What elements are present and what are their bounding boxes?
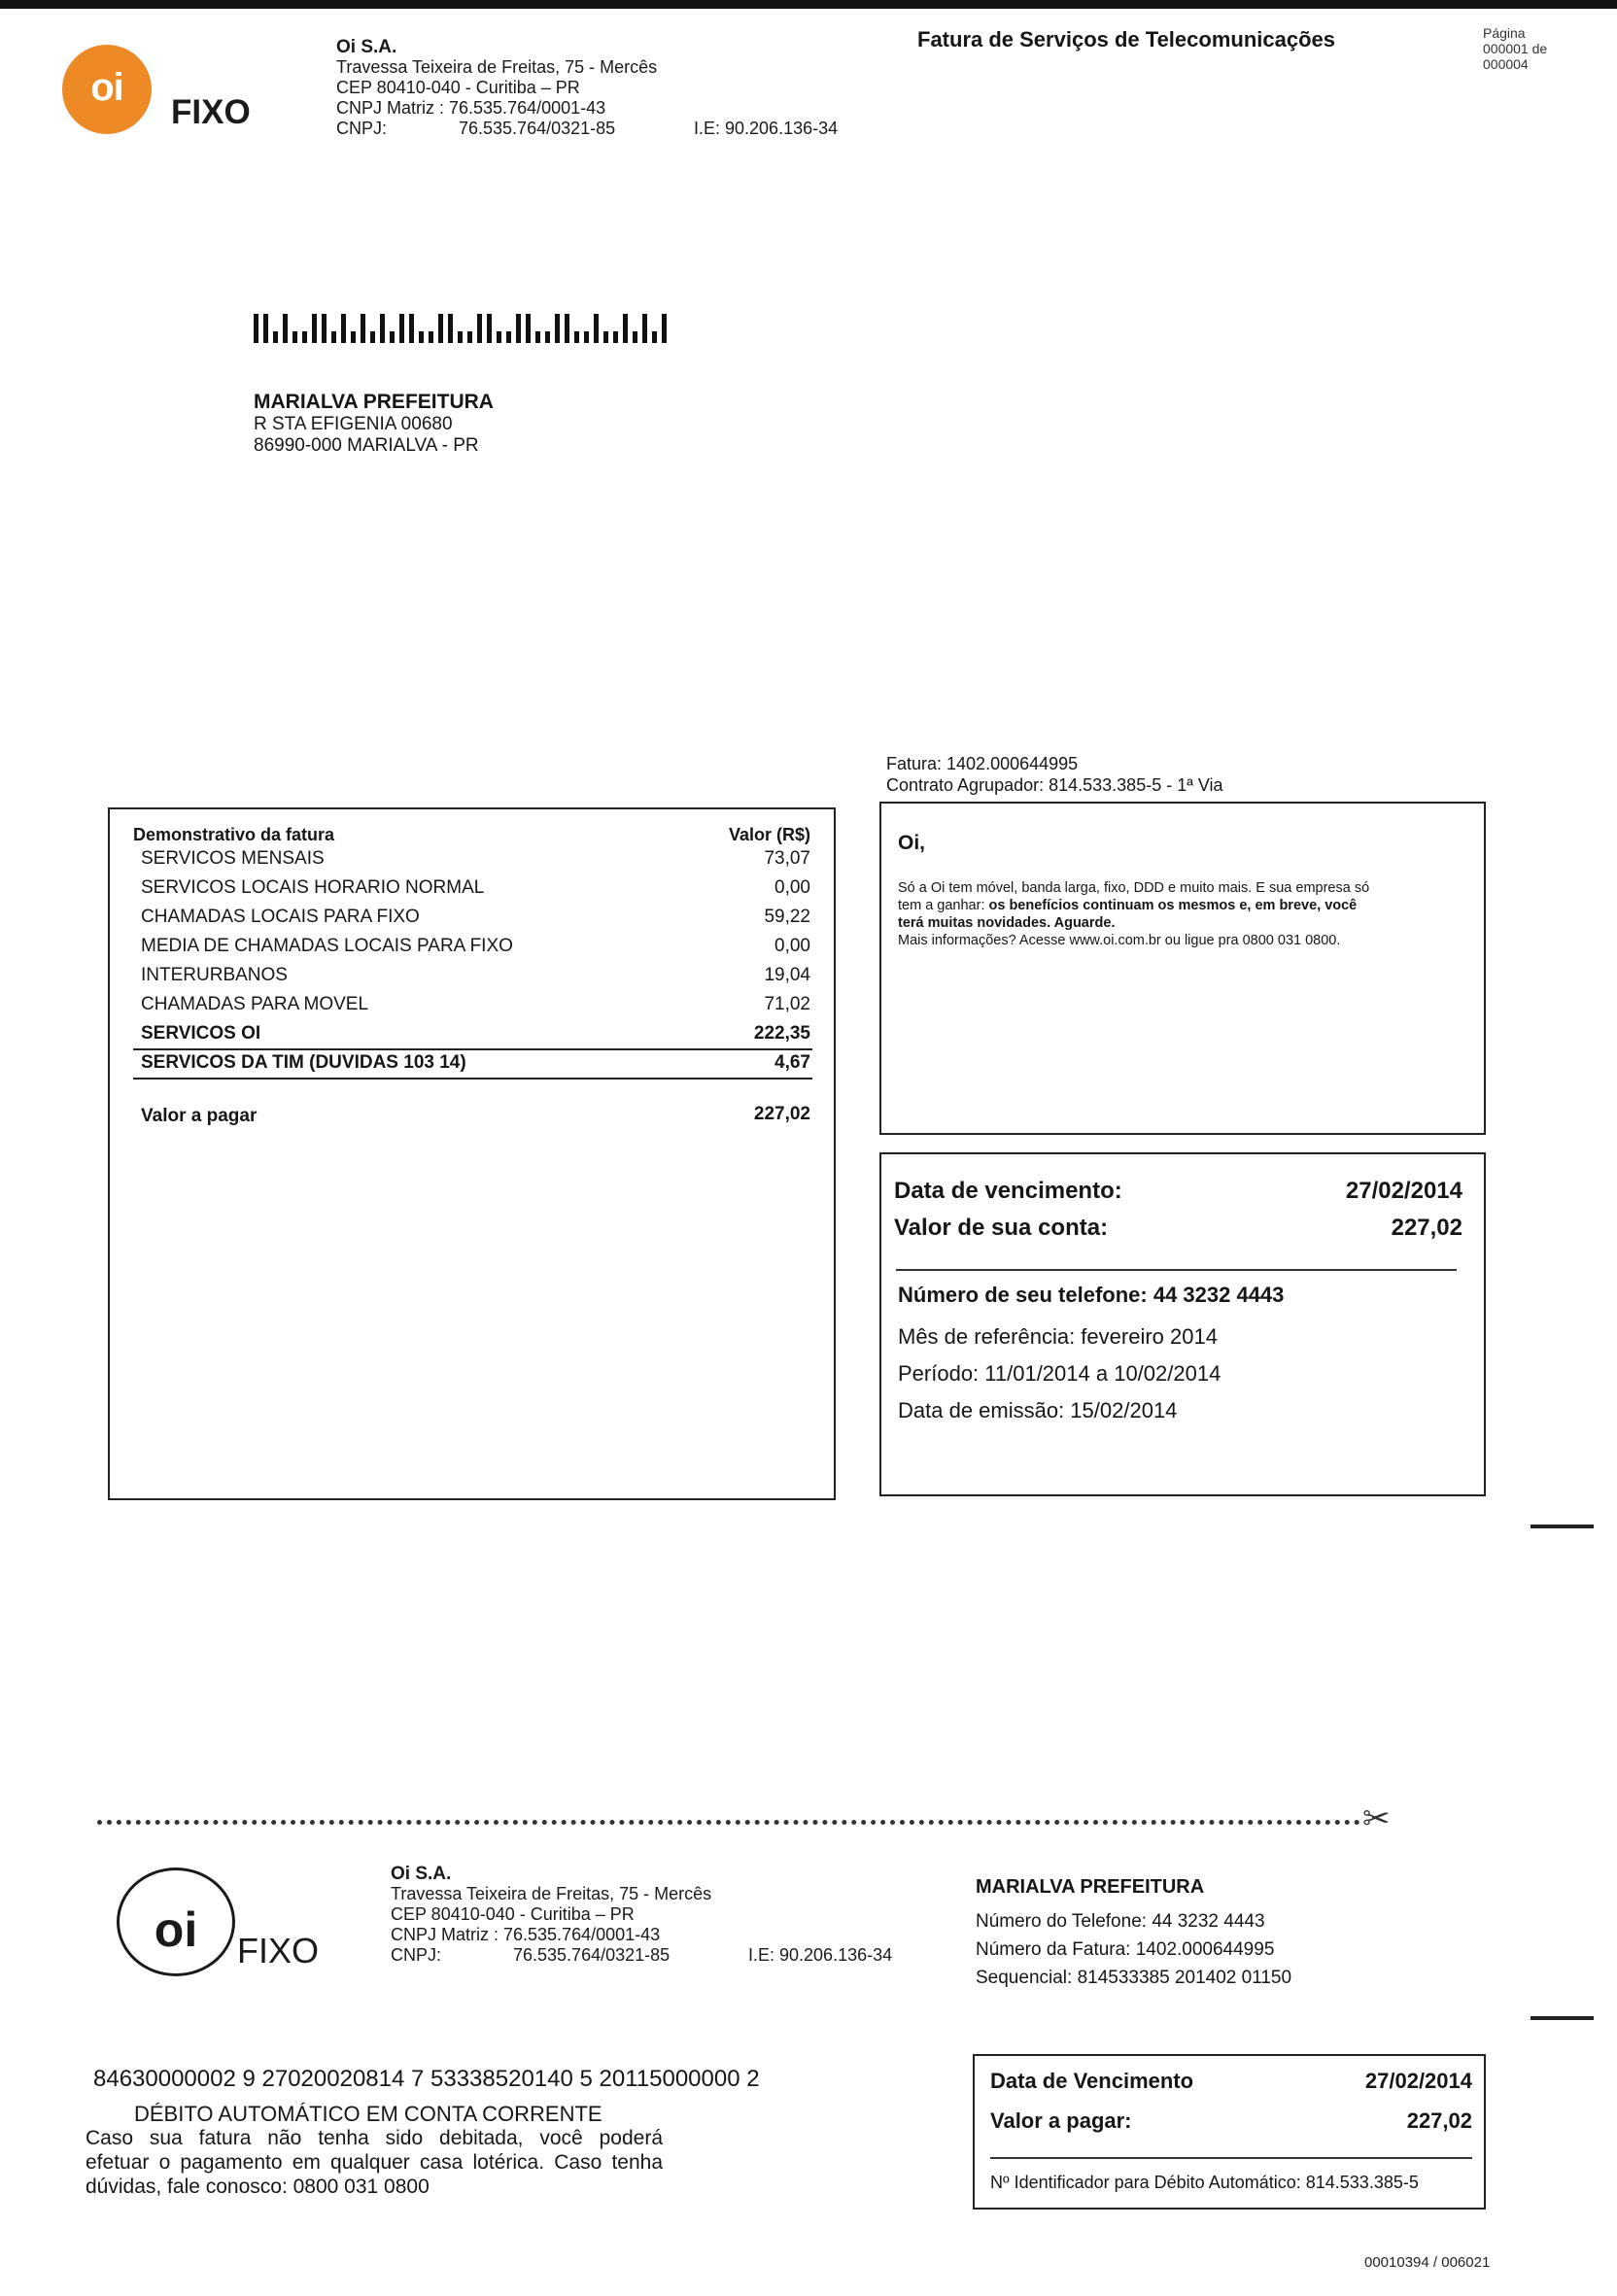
edge-mark (1531, 1525, 1594, 1528)
statement-row-value: 59,22 (764, 907, 810, 927)
message-line: Mais informações? Acesse www.oi.com.br ou ligue pra 0800 031 0800. (898, 933, 1341, 948)
stub-due-label: Data de Vencimento (990, 2069, 1194, 2093)
payment-barcode-digits: 84630000002 9 27020020814 7 53338520140 5 20115000000 2 (93, 2066, 760, 2092)
statement-row-value: 4,67 (774, 1052, 810, 1073)
statement-header-value: Valor (R$) (728, 825, 810, 844)
message-line: Só a Oi tem móvel, banda larga, fixo, DDD e muito mais. E sua empresa só (898, 880, 1370, 896)
company-cnpj-value: 76.535.764/0321-85 (513, 1945, 671, 1965)
page-indicator (1483, 25, 1547, 72)
billing-period: Período: 11/01/2014 a 10/02/2014 (898, 1361, 1221, 1386)
statement-row (110, 932, 834, 961)
stub-divider (990, 2157, 1472, 2159)
statement-row (110, 1019, 834, 1048)
page-value: 000001 de (1483, 41, 1548, 56)
page-label: Página (1483, 25, 1526, 41)
edge-mark (1531, 2016, 1594, 2020)
page-total: 000004 (1483, 56, 1529, 72)
statement-row (110, 990, 834, 1019)
company-name: Oi S.A. (391, 1864, 452, 1884)
statement-row-label: SERVICOS DA TIM (DUVIDAS 103 14) (141, 1052, 466, 1073)
due-date-value: 27/02/2014 (1345, 1178, 1462, 1204)
oi-logo (62, 45, 152, 134)
statement-row-value: 0,00 (774, 877, 810, 898)
statement-row-label: CHAMADAS LOCAIS PARA FIXO (141, 907, 420, 927)
recipient-name: MARIALVA PREFEITURA (254, 391, 494, 413)
statement-total-label: Valor a pagar (141, 1106, 258, 1126)
stub-phone: Número do Telefone: 44 3232 4443 (976, 1911, 1265, 1932)
statement-row-label: CHAMADAS PARA MOVEL (141, 994, 369, 1014)
stub-due-value: 27/02/2014 (1364, 2069, 1472, 2093)
company-address-line2: CEP 80410-040 - Curitiba – PR (391, 1904, 635, 1924)
top-scan-edge (0, 0, 1617, 9)
document-title: Fatura de Serviços de Telecomunicações (917, 27, 1335, 51)
stub-sequence: Sequencial: 814533385 201402 01150 (976, 1968, 1292, 1988)
message-line-2 (898, 897, 1471, 914)
company-header (336, 37, 919, 139)
stub-payment-box (973, 2054, 1486, 2210)
amount-label: Valor de sua conta: (894, 1215, 1109, 1241)
company-cnpj-label: CNPJ: (336, 119, 388, 138)
statement-row-label: SERVICOS OI (141, 1023, 261, 1044)
cut-line (97, 1820, 1360, 1825)
statement-total-value: 227,02 (753, 1104, 810, 1124)
reference-month: Mês de referência: fevereiro 2014 (898, 1324, 1218, 1349)
summary-box (879, 1152, 1486, 1496)
company-address-line1: Travessa Teixeira de Freitas, 75 - Mercês (336, 57, 658, 77)
statement-row-label: MEDIA DE CHAMADAS LOCAIS PARA FIXO (141, 936, 513, 956)
company-ie: I.E: 90.206.136-34 (694, 119, 839, 138)
company-cnpj-value: 76.535.764/0321-85 (459, 119, 616, 138)
fixo-logo-text: FIXO (237, 1931, 320, 1970)
statement-row-value: 0,00 (774, 936, 810, 956)
statement-row (110, 961, 834, 990)
due-date-label: Data de vencimento: (894, 1178, 1122, 1204)
statement-row-label: INTERURBANOS (141, 965, 288, 985)
company-address-line2: CEP 80410-040 - Curitiba – PR (336, 78, 580, 97)
recipient-street: R STA EFIGENIA 00680 (254, 414, 453, 434)
statement-row (110, 874, 834, 903)
message-greeting: Oi, (898, 832, 926, 854)
oi-logo-text: oi (154, 1902, 198, 1957)
statement-divider (133, 1078, 812, 1079)
auto-debit-line: Caso sua fatura não tenha sido debitada, você poderá (86, 2127, 663, 2149)
recipient-city: 86990-000 MARIALVA - PR (254, 435, 479, 456)
stub-debit-id: Nº Identificador para Débito Automático: 814.533.385-5 (990, 2173, 1419, 2192)
stub-company-header (391, 1864, 935, 1966)
stub-customer-info (976, 1873, 1291, 1992)
invoice-number: Fatura: 1402.000644995 (886, 754, 1079, 773)
company-cnpj-matriz: CNPJ Matriz : 76.535.764/0001-43 (336, 98, 606, 118)
stub-amount-label: Valor a pagar: (990, 2108, 1132, 2133)
footer-code: 00010394 / 006021 (1364, 2254, 1491, 2271)
message-line: terá muitas novidades. Aguarde. (898, 915, 1116, 931)
statement-row-value: 71,02 (764, 994, 810, 1014)
summary-divider (896, 1269, 1457, 1271)
oi-logo-outline (117, 1868, 235, 1976)
statement-row-value: 73,07 (764, 848, 810, 869)
statement-row-value: 222,35 (753, 1023, 810, 1044)
company-cnpj-label: CNPJ: (391, 1945, 442, 1965)
company-name: Oi S.A. (336, 37, 397, 57)
company-ie: I.E: 90.206.136-34 (748, 1945, 893, 1965)
statement-row-label: SERVICOS LOCAIS HORARIO NORMAL (141, 877, 485, 898)
statement-row-value: 19,04 (764, 965, 810, 985)
company-address-line1: Travessa Teixeira de Freitas, 75 - Mercês (391, 1884, 712, 1903)
oi-logo-text: oi (90, 66, 123, 109)
statement-row-label: SERVICOS MENSAIS (141, 848, 325, 869)
stub-customer-name: MARIALVA PREFEITURA (976, 1876, 1205, 1898)
statement-row (110, 903, 834, 932)
auto-debit-line: dúvidas, fale conosco: 0800 031 0800 (86, 2176, 430, 2198)
statement-box (108, 807, 836, 1500)
stub-amount-value: 227,02 (1406, 2108, 1472, 2133)
auto-debit-title: DÉBITO AUTOMÁTICO EM CONTA CORRENTE (134, 2102, 602, 2126)
statement-row (110, 844, 834, 874)
statement-row (110, 1048, 834, 1078)
invoice-reference (886, 753, 1223, 796)
message-box (879, 802, 1486, 1135)
statement-header-label: Demonstrativo da fatura (133, 825, 335, 844)
message-body (898, 879, 1471, 949)
message-line-2b: os benefícios continuam os mesmos e, em breve, você (988, 898, 1358, 913)
recipient-address (254, 391, 494, 457)
message-line-2a: tem a ganhar: (898, 898, 989, 913)
phone-number: Número de seu telefone: 44 3232 4443 (898, 1283, 1285, 1307)
contract-number: Contrato Agrupador: 814.533.385-5 - 1ª Via (886, 775, 1223, 795)
stub-invoice: Número da Fatura: 1402.000644995 (976, 1939, 1275, 1960)
auto-debit-notice (86, 2126, 663, 2199)
postal-barcode (254, 314, 681, 343)
company-cnpj-matriz: CNPJ Matriz : 76.535.764/0001-43 (391, 1925, 661, 1944)
scissors-icon: ✂ (1362, 1800, 1391, 1837)
issue-date: Data de emissão: 15/02/2014 (898, 1398, 1178, 1422)
auto-debit-line: efetuar o pagamento em qualquer casa lotérica. Caso tenha (86, 2151, 663, 2174)
fixo-logo-text: FIXO (171, 93, 251, 131)
postal-barcode-graphic (254, 314, 681, 343)
amount-value: 227,02 (1391, 1215, 1462, 1241)
